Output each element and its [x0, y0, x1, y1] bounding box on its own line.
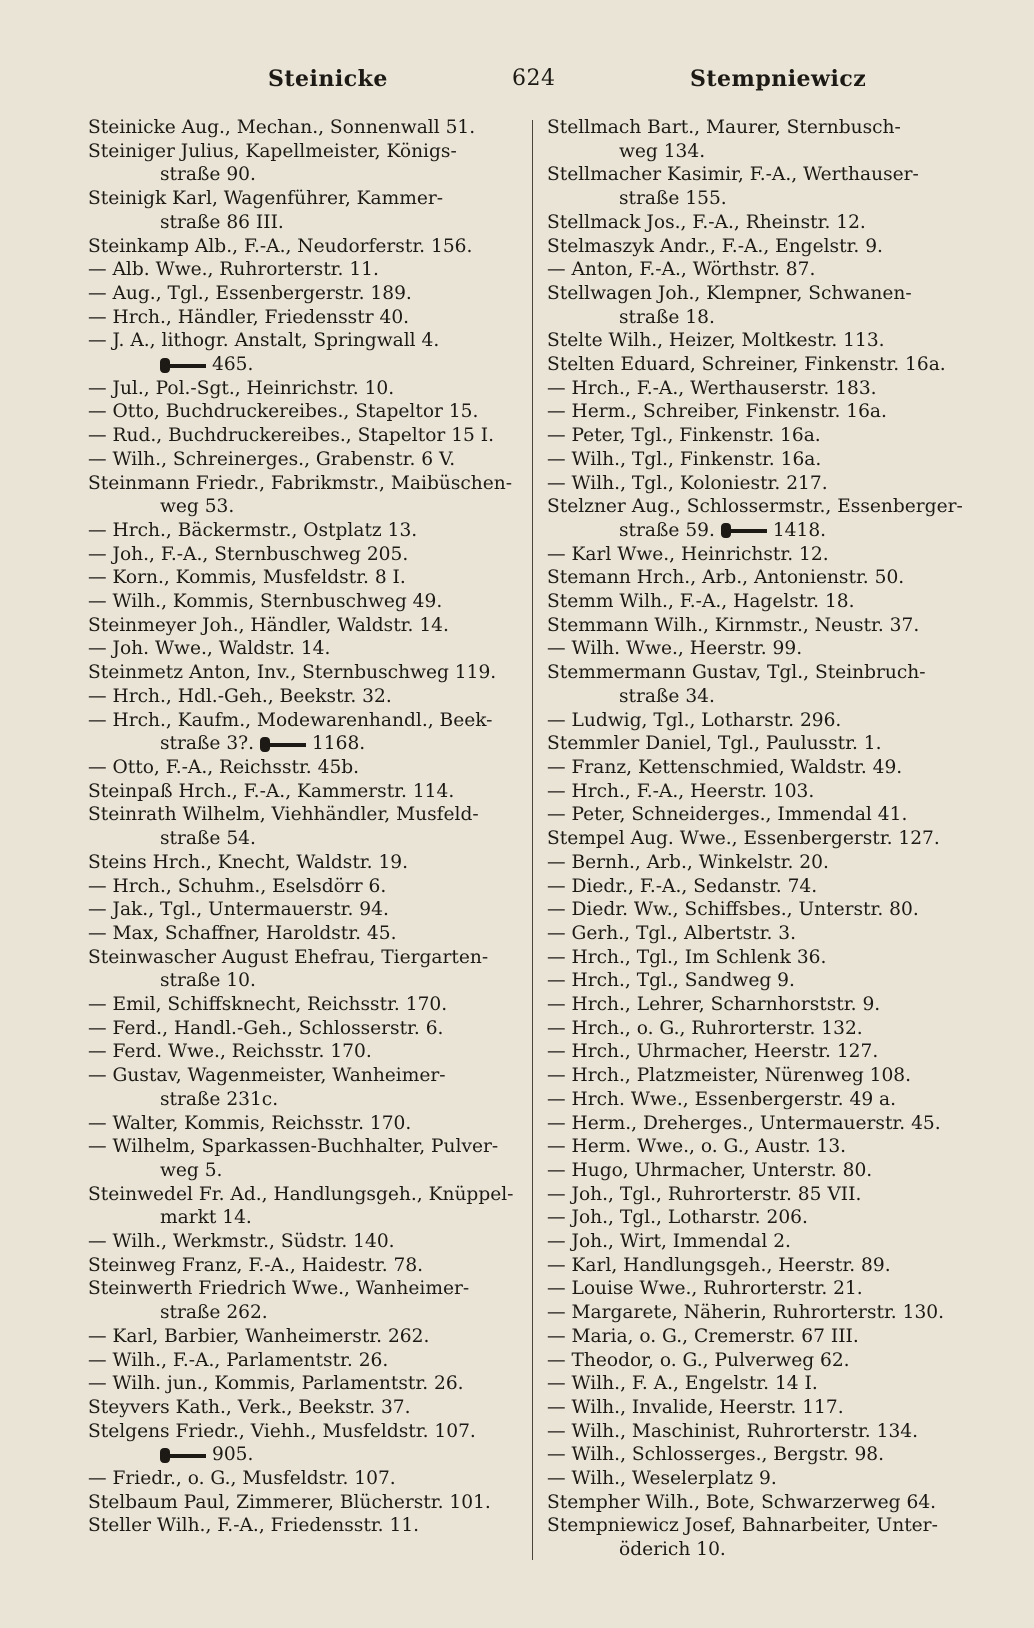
directory-entry: [547, 1372, 979, 1396]
directory-entry: [547, 922, 979, 946]
entry-text: — Otto, Buchdruckereibes., Stapeltor 15.: [88, 401, 479, 423]
entry-text: — Anton, F.-A., Wörthstr. 87.: [547, 259, 816, 281]
telephone-icon: [160, 361, 206, 370]
entry-text: — Wilh., Schreinerges., Grabenstr. 6 V.: [88, 448, 456, 470]
entry-text: — Karl, Barbier, Wanheimerstr. 262.: [88, 1325, 430, 1347]
entry-text: — Wilh., Invalide, Heerstr. 117.: [547, 1396, 844, 1418]
entry-text: — Ferd. Wwe., Reichsstr. 170.: [88, 1041, 372, 1063]
entry-continuation: [88, 353, 516, 377]
entry-text: Steyvers Kath., Verk., Beekstr. 37.: [88, 1396, 411, 1418]
entry-text: — Walter, Kommis, Reichsstr. 170.: [88, 1112, 412, 1134]
directory-entry: [547, 329, 979, 353]
entry-text: — Wilh., Werkmstr., Südstr. 140.: [88, 1231, 395, 1253]
directory-entry: [88, 590, 516, 614]
entry-text: — Joh., Wirt, Immendal 2.: [547, 1231, 791, 1253]
directory-entry: [88, 756, 516, 780]
entry-text: Stempel Aug. Wwe., Essenbergerstr. 127.: [547, 828, 940, 850]
continuation-text: straße 34.: [619, 685, 715, 707]
directory-entry: [547, 1301, 979, 1325]
continuation-text: weg 134.: [619, 140, 706, 162]
entry-text: Stelzner Aug., Schlossermstr., Essenberger-: [547, 496, 963, 518]
entry-continuation: [88, 495, 516, 519]
directory-entry: [88, 875, 516, 899]
column-divider: [532, 120, 533, 1560]
directory-entry: [88, 566, 516, 590]
directory-entry: [547, 472, 979, 496]
entry-text: Stelmaszyk Andr., F.-A., Engelstr. 9.: [547, 235, 883, 257]
directory-entry: [88, 1491, 516, 1515]
directory-entry: [88, 922, 516, 946]
entry-continuation: [88, 827, 516, 851]
directory-entry: [547, 211, 979, 235]
entry-continuation: [88, 1301, 516, 1325]
directory-entry: [88, 1277, 516, 1324]
directory-entry: [547, 1491, 979, 1515]
directory-entry: [547, 1064, 979, 1088]
directory-entry: [547, 1420, 979, 1444]
entry-text: Steiniger Julius, Kapellmeister, Königs-: [88, 140, 457, 162]
continuation-text: straße 10.: [160, 970, 256, 992]
directory-entry: [547, 637, 979, 661]
entry-text: — Herm. Wwe., o. G., Austr. 13.: [547, 1136, 847, 1158]
directory-entry: [547, 1396, 979, 1420]
entry-text: — Joh., Tgl., Lotharstr. 206.: [547, 1207, 808, 1229]
entry-text: — Wilhelm, Sparkassen-Buchhalter, Pulver-: [88, 1136, 499, 1158]
entry-text: — Hrch., Hdl.-Geh., Beekstr. 32.: [88, 685, 392, 707]
directory-entry: [88, 1112, 516, 1136]
entry-continuation: [547, 306, 979, 330]
entry-text: — Karl, Handlungsgeh., Heerstr. 89.: [547, 1254, 891, 1276]
directory-entry: [547, 566, 979, 590]
entry-text: — Hrch., Platzmeister, Nürenweg 108.: [547, 1065, 912, 1087]
entry-continuation: [88, 1443, 516, 1467]
entry-text: Steinmetz Anton, Inv., Sternbuschweg 119.: [88, 662, 497, 684]
continuation-text: 905.: [212, 1444, 254, 1466]
entry-text: Steinrath Wilhelm, Viehhändler, Musfeld-: [88, 804, 479, 826]
entry-continuation: [88, 1088, 516, 1112]
directory-entry: [88, 235, 516, 259]
entry-continuation: [547, 1538, 979, 1562]
continuation-text: öderich 10.: [619, 1539, 726, 1561]
header-left-keyword: Steinicke: [268, 66, 388, 92]
entry-text: — Hrch., F.-A., Heerstr. 103.: [547, 780, 815, 802]
directory-entry: [88, 898, 516, 922]
entry-text: Stempniewicz Josef, Bahnarbeiter, Unter-: [547, 1515, 938, 1537]
entry-text: Stelte Wilh., Heizer, Moltkestr. 113.: [547, 330, 885, 352]
entry-text: — Jul., Pol.-Sgt., Heinrichstr. 10.: [88, 377, 395, 399]
entry-text: — Margarete, Näherin, Ruhrorterstr. 130.: [547, 1302, 945, 1324]
entry-text: Stemmermann Gustav, Tgl., Steinbruch-: [547, 662, 926, 684]
directory-entry: [88, 1064, 516, 1111]
entry-text: — Friedr., o. G., Musfeldstr. 107.: [88, 1468, 396, 1490]
directory-entry: [88, 400, 516, 424]
continuation-text: 465.: [212, 354, 254, 376]
directory-entry: [547, 1206, 979, 1230]
continuation-text: straße 3?.: [160, 733, 255, 755]
directory-entry: [547, 377, 979, 401]
entry-text: Stemm Wilh., F.-A., Hagelstr. 18.: [547, 591, 855, 613]
entry-text: Stellmach Bart., Maurer, Sternbusch-: [547, 117, 901, 138]
entry-text: — Wilh., F. A., Engelstr. 14 I.: [547, 1373, 818, 1395]
header-right-keyword: Stempniewicz: [690, 66, 867, 92]
entry-continuation: [547, 519, 979, 543]
directory-entry: [88, 1514, 516, 1538]
continuation-text: straße 90.: [160, 164, 256, 186]
entry-text: — Wilh., Schlosserges., Bergstr. 98.: [547, 1444, 885, 1466]
directory-entry: [547, 424, 979, 448]
entry-text: — Ludwig, Tgl., Lotharstr. 296.: [547, 709, 842, 731]
continuation-text: straße 54.: [160, 828, 256, 850]
directory-entry: [547, 1277, 979, 1301]
entry-text: Stellmacher Kasimir, F.-A., Werthauser-: [547, 164, 919, 186]
directory-entry: [88, 661, 516, 685]
directory-entry: [547, 993, 979, 1017]
entry-text: — Alb. Wwe., Ruhrorterstr. 11.: [88, 259, 379, 281]
entry-continuation: [88, 969, 516, 993]
entry-text: — Max, Schaffner, Haroldstr. 45.: [88, 922, 397, 944]
entry-text: — Hrch., Tgl., Im Schlenk 36.: [547, 946, 827, 968]
entry-text: — Gustav, Wagenmeister, Wanheimer-: [88, 1065, 446, 1087]
directory-entry: [88, 1017, 516, 1041]
entry-text: — Wilh., Kommis, Sternbuschweg 49.: [88, 591, 443, 613]
entry-text: — Herm., Dreherges., Untermauerstr. 45.: [547, 1112, 941, 1134]
entry-text: — Wilh., Weselerplatz 9.: [547, 1468, 777, 1490]
continuation-text: weg 5.: [160, 1159, 223, 1181]
entry-text: — Peter, Schneiderges., Immendal 41.: [547, 804, 908, 826]
entry-text: Steinpaß Hrch., F.-A., Kammerstr. 114.: [88, 780, 455, 802]
directory-entry: [88, 282, 516, 306]
directory-entry: [547, 1040, 979, 1064]
directory-entry: [88, 519, 516, 543]
entry-text: — Hrch., Bäckermstr., Ostplatz 13.: [88, 519, 418, 541]
directory-entry: [547, 258, 979, 282]
directory-entry: [547, 1088, 979, 1112]
directory-entry: [547, 1514, 979, 1561]
entry-text: Stempher Wilh., Bote, Schwarzerweg 64.: [547, 1491, 937, 1513]
entry-text: — Theodor, o. G., Pulverweg 62.: [547, 1349, 850, 1371]
directory-entry: [547, 448, 979, 472]
entry-text: — Hrch., Lehrer, Scharnhorststr. 9.: [547, 994, 881, 1016]
continuation-text: straße 18.: [619, 306, 715, 328]
entry-text: Stelbaum Paul, Zimmerer, Blücherstr. 101.: [88, 1491, 491, 1513]
directory-entry: [547, 851, 979, 875]
entry-text: Steller Wilh., F.-A., Friedensstr. 11.: [88, 1515, 420, 1537]
directory-entry: [88, 187, 516, 234]
directory-entry: [547, 1183, 979, 1207]
entry-text: Steinicke Aug., Mechan., Sonnenwall 51.: [88, 117, 476, 138]
directory-entry: [547, 400, 979, 424]
entry-continuation: [547, 187, 979, 211]
directory-entry: [88, 1230, 516, 1254]
directory-entry: [88, 946, 516, 993]
directory-entry: [547, 946, 979, 970]
entry-text: — Joh. Wwe., Waldstr. 14.: [88, 638, 331, 660]
entry-text: — Joh., F.-A., Sternbuschweg 205.: [88, 543, 409, 565]
entry-text: — Hrch., Uhrmacher, Heerstr. 127.: [547, 1041, 879, 1063]
entry-text: Stellmack Jos., F.-A., Rheinstr. 12.: [547, 211, 866, 233]
directory-entry: [547, 1159, 979, 1183]
directory-entry: [547, 827, 979, 851]
directory-entry: [88, 1325, 516, 1349]
directory-entry: [547, 1443, 979, 1467]
entry-text: — Hrch., o. G., Ruhrorterstr. 132.: [547, 1017, 863, 1039]
entry-text: Steinwedel Fr. Ad., Handlungsgeh., Knüppel-: [88, 1183, 514, 1205]
directory-entry: [547, 1017, 979, 1041]
phone-number: 1168.: [311, 733, 366, 755]
directory-entry: [88, 1135, 516, 1182]
directory-entry: [88, 448, 516, 472]
entry-text: Steinwascher August Ehefrau, Tiergarten-: [88, 946, 489, 968]
entry-text: Stemmler Daniel, Tgl., Paulusstr. 1.: [547, 733, 882, 755]
right-column: [547, 116, 979, 1562]
directory-entry: [88, 306, 516, 330]
directory-entry: [547, 756, 979, 780]
directory-entry: [547, 163, 979, 210]
entry-text: — Aug., Tgl., Essenbergerstr. 189.: [88, 282, 412, 304]
entry-text: Steinmann Friedr., Fabrikmstr., Maibüschen-: [88, 472, 513, 494]
directory-entry: [88, 709, 516, 756]
directory-entry: [88, 685, 516, 709]
entry-text: — Otto, F.-A., Reichsstr. 45b.: [88, 756, 360, 778]
entry-text: — J. A., lithogr. Anstalt, Springwall 4.: [88, 330, 440, 352]
directory-entry: [88, 377, 516, 401]
entry-text: Stellwagen Joh., Klempner, Schwanen-: [547, 282, 912, 304]
entry-continuation: [547, 685, 979, 709]
directory-entry: [547, 1135, 979, 1159]
directory-entry: [88, 614, 516, 638]
directory-entry: [547, 614, 979, 638]
entry-text: — Wilh., F.-A., Parlamentstr. 26.: [88, 1349, 389, 1371]
directory-entry: [88, 1467, 516, 1491]
continuation-text: straße 262.: [160, 1302, 268, 1324]
entry-text: — Herm., Schreiber, Finkenstr. 16a.: [547, 401, 887, 423]
entry-text: — Hrch., F.-A., Werthauserstr. 183.: [547, 377, 877, 399]
entry-text: — Hrch., Kaufm., Modewarenhandl., Beek-: [88, 709, 493, 731]
entry-text: — Louise Wwe., Ruhrorterstr. 21.: [547, 1278, 863, 1300]
directory-entry: [547, 543, 979, 567]
entry-text: Steinmeyer Joh., Händler, Waldstr. 14.: [88, 614, 449, 636]
directory-entry: [547, 969, 979, 993]
directory-entry: [547, 709, 979, 733]
directory-entry: [547, 780, 979, 804]
entry-text: Stemmann Wilh., Kirnmstr., Neustr. 37.: [547, 614, 920, 636]
entry-text: — Diedr., F.-A., Sedanstr. 74.: [547, 875, 818, 897]
entry-text: — Franz, Kettenschmied, Waldstr. 49.: [547, 756, 903, 778]
entry-text: — Diedr. Ww., Schiffsbes., Unterstr. 80.: [547, 899, 919, 921]
directory-entry: [88, 1396, 516, 1420]
directory-entry: [88, 1040, 516, 1064]
entry-continuation: [88, 211, 516, 235]
directory-entry: [547, 1467, 979, 1491]
left-column: [88, 116, 516, 1538]
entry-text: Steinkamp Alb., F.-A., Neudorferstr. 156.: [88, 235, 473, 257]
directory-entry: [547, 875, 979, 899]
continuation-text: weg 53.: [160, 496, 235, 518]
directory-entry: [88, 543, 516, 567]
entry-text: — Wilh., Tgl., Koloniestr. 217.: [547, 472, 828, 494]
entry-continuation: [547, 140, 979, 164]
directory-entry: [88, 258, 516, 282]
directory-entry: [547, 1230, 979, 1254]
directory-entry: [88, 851, 516, 875]
directory-entry: [88, 1349, 516, 1373]
telephone-icon: [260, 740, 306, 749]
directory-entry: [547, 898, 979, 922]
entry-text: — Ferd., Handl.-Geh., Schlosserstr. 6.: [88, 1017, 444, 1039]
entry-continuation: [88, 163, 516, 187]
continuation-text: markt 14.: [160, 1207, 252, 1229]
entry-text: Stemann Hrch., Arb., Antonienstr. 50.: [547, 567, 905, 589]
directory-entry: [547, 116, 979, 163]
telephone-icon: [721, 526, 767, 535]
directory-entry: [88, 1183, 516, 1230]
entry-text: — Wilh. jun., Kommis, Parlamentstr. 26.: [88, 1373, 464, 1395]
directory-entry: [547, 661, 979, 708]
entry-text: — Hrch. Wwe., Essenbergerstr. 49 a.: [547, 1088, 897, 1110]
directory-entry: [88, 1254, 516, 1278]
entry-text: — Hrch., Schuhm., Eselsdörr 6.: [88, 875, 387, 897]
entry-text: Steins Hrch., Knecht, Waldstr. 19.: [88, 851, 409, 873]
continuation-text: straße 231c.: [160, 1088, 279, 1110]
continuation-text: straße 59.: [619, 519, 715, 541]
directory-entry: [88, 637, 516, 661]
entry-text: Stelten Eduard, Schreiner, Finkenstr. 16a.: [547, 354, 946, 376]
phone-number: 1418.: [772, 519, 827, 541]
entry-text: Stelgens Friedr., Viehh., Musfeldstr. 107.: [88, 1420, 476, 1442]
entry-continuation: [88, 1206, 516, 1230]
directory-entry: [88, 1420, 516, 1467]
directory-entry: [88, 1372, 516, 1396]
directory-entry: [88, 803, 516, 850]
page-number: 624: [512, 66, 556, 91]
directory-entry: [547, 282, 979, 329]
directory-entry: [547, 1112, 979, 1136]
directory-entry: [88, 140, 516, 187]
entry-continuation: [88, 1159, 516, 1183]
continuation-text: straße 86 III.: [160, 211, 284, 233]
entry-text: Steinweg Franz, F.-A., Haidestr. 78.: [88, 1254, 424, 1276]
entry-text: Steinwerth Friedrich Wwe., Wanheimer-: [88, 1278, 470, 1300]
telephone-icon: [160, 1451, 206, 1460]
entry-text: Steinigk Karl, Wagenführer, Kammer-: [88, 188, 444, 210]
directory-entry: [547, 803, 979, 827]
directory-entry: [88, 780, 516, 804]
directory-entry: [547, 495, 979, 542]
entry-text: — Hrch., Händler, Friedensstr 40.: [88, 306, 410, 328]
directory-entry: [88, 472, 516, 519]
entry-text: — Wilh., Tgl., Finkenstr. 16a.: [547, 448, 822, 470]
directory-entry: [547, 235, 979, 259]
directory-entry: [547, 1349, 979, 1373]
directory-entry: [88, 424, 516, 448]
entry-text: — Hrch., Tgl., Sandweg 9.: [547, 970, 795, 992]
entry-text: — Peter, Tgl., Finkenstr. 16a.: [547, 425, 821, 447]
entry-text: — Rud., Buchdruckereibes., Stapeltor 15 I.: [88, 425, 495, 447]
entry-text: — Wilh. Wwe., Heerstr. 99.: [547, 638, 803, 660]
entry-text: — Joh., Tgl., Ruhrorterstr. 85 VII.: [547, 1183, 862, 1205]
entry-text: — Emil, Schiffsknecht, Reichsstr. 170.: [88, 994, 448, 1016]
entry-continuation: [88, 732, 516, 756]
entry-text: — Wilh., Maschinist, Ruhrorterstr. 134.: [547, 1420, 919, 1442]
entry-text: — Hugo, Uhrmacher, Unterstr. 80.: [547, 1159, 873, 1181]
directory-entry: [88, 993, 516, 1017]
entry-text: — Karl Wwe., Heinrichstr. 12.: [547, 543, 829, 565]
directory-entry: [547, 732, 979, 756]
entry-text: — Gerh., Tgl., Albertstr. 3.: [547, 922, 796, 944]
directory-entry: [547, 590, 979, 614]
entry-text: — Korn., Kommis, Musfeldstr. 8 I.: [88, 567, 406, 589]
directory-entry: [547, 1325, 979, 1349]
continuation-text: straße 155.: [619, 188, 727, 210]
directory-entry: [547, 353, 979, 377]
entry-text: — Bernh., Arb., Winkelstr. 20.: [547, 851, 829, 873]
entry-text: — Maria, o. G., Cremerstr. 67 III.: [547, 1325, 859, 1347]
directory-entry: [88, 116, 516, 140]
entry-text: — Jak., Tgl., Untermauerstr. 94.: [88, 899, 389, 921]
directory-entry: [88, 329, 516, 376]
directory-entry: [547, 1254, 979, 1278]
